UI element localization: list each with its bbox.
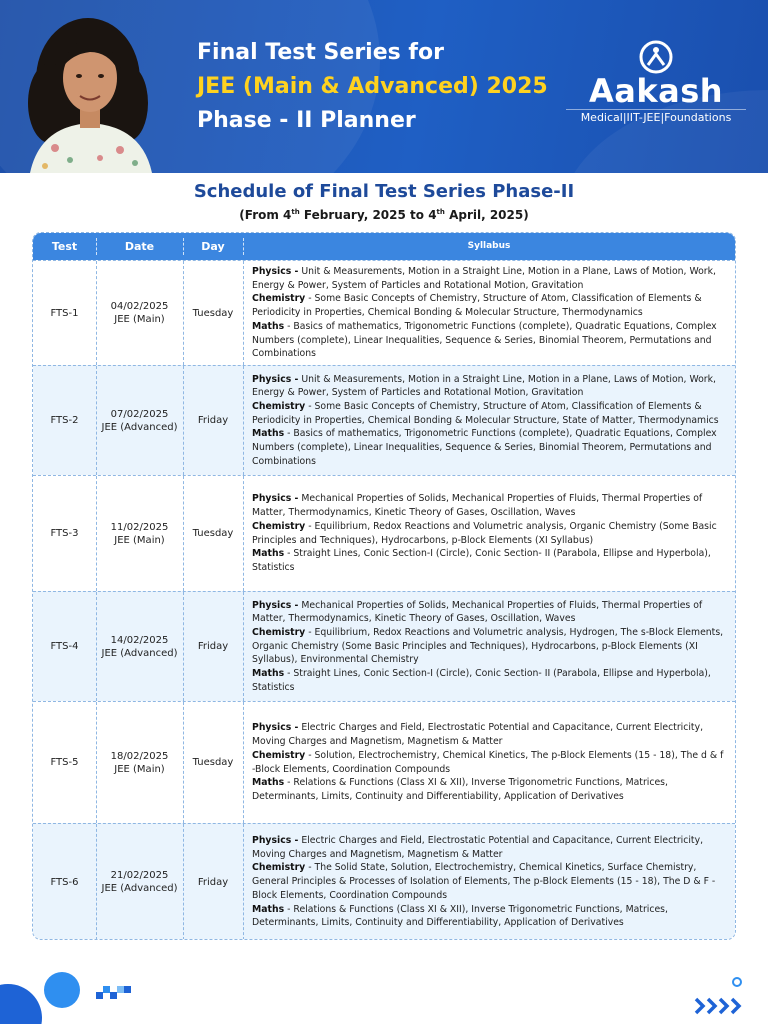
chemistry-label: Chemistry <box>252 626 306 638</box>
exam-type: JEE (Advanced) <box>101 883 178 894</box>
aakash-logo-icon <box>636 40 676 74</box>
physics-topics: Electric Charges and Field, Electrostatic Potential and Capacitance, Current Electricity, Moving Charges and Magnetism, Magnetism & Matter <box>252 722 704 748</box>
physics-topics: Unit & Measurements, Motion in a Straight Line, Motion in a Plane, Laws of Motion, Work, Energy & Power, System of Particles and Rotational Motion, Gravitation <box>252 266 716 291</box>
chemistry-label: Chemistry <box>252 862 306 874</box>
physics-label: Physics - <box>252 835 299 847</box>
syllabus-cell <box>243 366 735 475</box>
table-row <box>33 365 735 475</box>
test-cell: FTS-6 <box>50 876 79 888</box>
column-divider <box>96 261 97 365</box>
column-divider <box>183 592 184 701</box>
table-row <box>33 701 735 823</box>
column-divider <box>96 702 97 823</box>
student-photo <box>10 8 175 173</box>
column-divider <box>243 366 244 475</box>
column-divider <box>243 261 244 365</box>
header-divider <box>183 238 184 255</box>
ordinal-suffix: th <box>291 208 300 216</box>
day-cell: Friday <box>197 641 229 652</box>
brand-name: Aakash <box>588 72 724 110</box>
column-divider <box>96 592 97 701</box>
column-divider <box>183 366 184 475</box>
date-cell <box>96 702 183 823</box>
column-divider <box>96 366 97 475</box>
test-date: 18/02/2025 <box>110 750 169 762</box>
test-cell: FTS-5 <box>50 757 79 768</box>
date-range-middle-text: February, 2025 to 4 <box>299 208 437 222</box>
chemistry-topics: - The Solid State, Solution, Electrochemistry, Chemical Kinetics, Surface Chemistry, General Principles & Processes of Isolation of Elements, The p-Block Elements (15 - 18), The D & F -Block Elements, Coordination Compounds <box>252 862 716 901</box>
maths-label: Maths <box>252 777 285 789</box>
exam-type: JEE (Advanced) <box>101 421 178 433</box>
physics-label: Physics - <box>252 493 299 505</box>
table-row <box>33 823 735 940</box>
column-divider <box>96 824 97 940</box>
chemistry-topics: - Equilibrium, Redox Reactions and Volumetric analysis, Hydrogen, The s-Block Elements, Organic Chemistry (Some Basic Principles and Techniques), Hydrocarbons, p-Block Elements (XI Syllabus), Environmental Chemistry <box>252 626 724 666</box>
schedule-table <box>32 232 736 940</box>
header-day: Day <box>201 240 225 253</box>
day-cell: Friday <box>197 415 229 426</box>
date-cell <box>96 366 183 475</box>
header-date: Date <box>124 240 155 253</box>
maths-topics: - Basics of mathematics, Trigonometric Functions (complete), Quadratic Equations, Complex Numbers (complete), Linear Inequalities, Sequence & Series, Binomial Theorem, Permutations and Combinations <box>252 320 717 360</box>
exam-type: JEE (Main) <box>114 314 165 325</box>
chemistry-label: Chemistry <box>252 520 306 532</box>
date-cell <box>96 824 183 940</box>
date-range-end-text: April, 2025) <box>444 208 529 222</box>
maths-label: Maths <box>252 903 285 915</box>
day-cell: Tuesday <box>192 757 234 768</box>
brand-tagline: Medical|IIT-JEE|Foundations <box>566 109 746 125</box>
header-test: Test <box>51 240 78 253</box>
maths-topics: - Relations & Functions (Class XI & XII), Inverse Trigonometric Functions, Matrices, Determinants, Limits, Continuity and Differentiability, Application of Derivatives <box>252 903 668 929</box>
day-cell: Friday <box>197 876 229 888</box>
date-cell <box>96 592 183 701</box>
exam-type: JEE (Advanced) <box>101 647 178 659</box>
table-header <box>33 233 735 260</box>
maths-label: Maths <box>252 548 285 560</box>
syllabus-cell <box>243 476 735 591</box>
day-cell: Tuesday <box>192 307 234 319</box>
test-cell: FTS-1 <box>50 307 79 319</box>
header-line-1: Final Test Series for <box>197 40 444 65</box>
date-cell <box>96 261 183 365</box>
header-line-3: Phase - II Planner <box>197 108 416 133</box>
exam-type: JEE (Main) <box>114 763 165 775</box>
chemistry-topics: - Some Basic Concepts of Chemistry, Structure of Atom, Classification of Elements & Periodicity in Properties, Chemical Bonding & Molecular Structure, Thermodynamics <box>252 293 702 319</box>
test-cell: FTS-4 <box>50 641 79 652</box>
header-syllabus: Syllabus <box>467 241 511 251</box>
test-cell: FTS-3 <box>50 528 79 539</box>
test-date: 11/02/2025 <box>110 521 169 533</box>
table-row <box>33 475 735 591</box>
test-date: 04/02/2025 <box>110 301 169 312</box>
column-divider <box>183 261 184 365</box>
chemistry-label: Chemistry <box>252 749 306 761</box>
date-cell <box>96 476 183 591</box>
header-divider <box>243 238 244 255</box>
date-range-start-text: (From 4 <box>239 208 292 222</box>
header-divider <box>96 238 97 255</box>
ordinal-suffix: th <box>436 208 445 216</box>
maths-topics: - Relations & Functions (Class XI & XII), Inverse Trigonometric Functions, Matrices, Determinants, Limits, Continuity and Differentiability, Application of Derivatives <box>252 777 668 802</box>
maths-label: Maths <box>252 428 285 440</box>
test-date: 14/02/2025 <box>110 634 169 646</box>
date-range <box>0 208 768 222</box>
test-date: 07/02/2025 <box>110 408 169 420</box>
column-divider <box>243 824 244 940</box>
maths-topics: - Straight Lines, Conic Section-I (Circle), Conic Section- II (Parabola, Ellipse and Hyperbola), Statistics <box>252 548 711 573</box>
syllabus-cell <box>243 702 735 823</box>
chemistry-label: Chemistry <box>252 293 306 305</box>
table-row <box>33 260 735 365</box>
column-divider <box>243 476 244 591</box>
ring-decoration <box>730 975 744 989</box>
maths-label: Maths <box>252 320 285 332</box>
maths-topics: - Basics of mathematics, Trigonometric Functions (complete), Quadratic Equations, Complex Numbers (complete), Linear Inequalities, Sequence & Series, Binomial Theorem, Permutations and Combinations <box>252 428 717 467</box>
column-divider <box>183 702 184 823</box>
column-divider <box>96 476 97 591</box>
maths-topics: - Straight Lines, Conic Section-I (Circle), Conic Section- II (Parabola, Ellipse and Hyperbola), Statistics <box>252 668 711 693</box>
header-line-2: JEE (Main & Advanced) 2025 <box>197 74 548 99</box>
column-divider <box>183 476 184 591</box>
physics-topics: Electric Charges and Field, Electrostatic Potential and Capacitance, Current Electricity, Moving Charges and Magnetism, Magnetism & Matter <box>252 835 704 860</box>
chemistry-topics: - Solution, Electrochemistry, Chemical Kinetics, The p-Block Elements (15 - 18), The d & f -Block Elements, Coordination Compounds <box>252 749 724 775</box>
physics-label: Physics - <box>252 373 299 385</box>
physics-topics: Mechanical Properties of Solids, Mechanical Properties of Fluids, Thermal Properties of Matter, Thermodynamics, Kinetic Theory of Gases, Oscillation, Waves <box>252 493 703 519</box>
day-cell: Tuesday <box>192 528 234 539</box>
exam-type: JEE (Main) <box>114 534 165 546</box>
physics-topics: Mechanical Properties of Solids, Mechanical Properties of Fluids, Thermal Properties of Matter, Thermodynamics, Kinetic Theory of Gases, Oscillation, Waves <box>252 599 703 625</box>
syllabus-cell <box>243 824 735 940</box>
column-divider <box>243 702 244 823</box>
table-row <box>33 591 735 701</box>
column-divider <box>243 592 244 701</box>
page-title: Schedule of Final Test Series Phase-II <box>193 181 575 202</box>
header-title-block <box>197 36 548 138</box>
physics-label: Physics - <box>252 599 299 611</box>
physics-topics: Unit & Measurements, Motion in a Straight Line, Motion in a Plane, Laws of Motion, Work, Energy & Power, System of Particles and Rotational Motion, Gravitation <box>252 373 716 399</box>
syllabus-cell <box>243 261 735 365</box>
test-date: 21/02/2025 <box>110 870 169 881</box>
test-cell: FTS-2 <box>50 415 79 426</box>
chemistry-topics: - Some Basic Concepts of Chemistry, Structure of Atom, Classification of Elements & Periodicity in Properties, Chemical Bonding & Molecular Structure, State of Matter, Thermodynamics <box>252 400 719 426</box>
chemistry-topics: - Equilibrium, Redox Reactions and Volumetric analysis, Organic Chemistry (Some Basic Principles and Techniques), Hydrocarbons, p-Block Elements (XI Syllabus) <box>252 520 717 546</box>
aakash-logo <box>566 40 746 140</box>
corner-circle-decoration <box>0 960 90 1024</box>
pixel-squares-decoration <box>96 986 138 1006</box>
syllabus-cell <box>243 592 735 701</box>
chevrons-right-icon <box>694 995 744 1017</box>
column-divider <box>183 824 184 940</box>
header-banner <box>0 0 768 173</box>
chemistry-label: Chemistry <box>252 400 306 412</box>
maths-label: Maths <box>252 668 285 680</box>
physics-label: Physics - <box>252 266 299 278</box>
physics-label: Physics - <box>252 722 299 734</box>
